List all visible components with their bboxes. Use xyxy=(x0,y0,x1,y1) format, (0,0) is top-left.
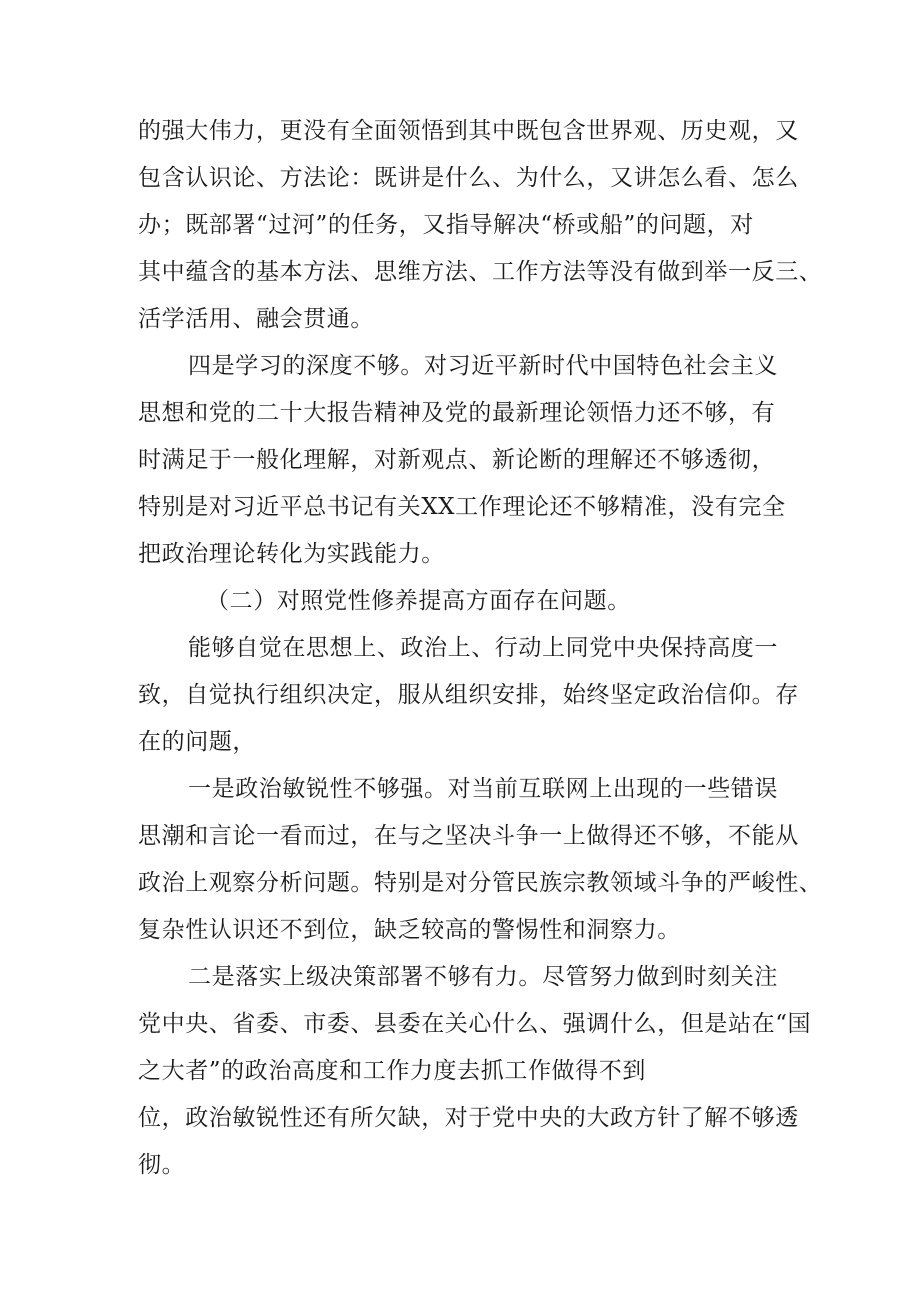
text-line: 位，政治敏锐性还有所欠缺，对于党中央的大政方针了解不够透 xyxy=(138,1105,799,1131)
text-line: 之大者”的政治高度和工作力度去抓工作做得不到 xyxy=(138,1058,646,1084)
text-line: 时满足于一般化理解，对新观点、新论断的理解还不够透彻， xyxy=(138,447,776,473)
text-line: 思潮和言论一看而过，在与之坚决斗争一上做得还不够，不能从 xyxy=(138,823,799,849)
text-line: 活学活用、融会贯通。 xyxy=(138,306,374,332)
text-line: 把政治理论转化为实践能力。 xyxy=(138,541,445,567)
section-heading: （二）对照党性修养提高方面存在问题。 xyxy=(206,588,631,614)
paragraph-first-line: 能够自觉在思想上、政治上、行动上同党中央保持高度一 xyxy=(188,635,778,661)
text-line: 思想和党的二十大报告精神及党的最新理论领悟力还不够，有 xyxy=(138,400,776,426)
text-line: 的强大伟力，更没有全面领悟到其中既包含世界观、历史观，又 xyxy=(138,118,799,144)
text-line: 在的问题， xyxy=(138,729,256,755)
text-line: 政治上观察分析问题。特别是对分管民族宗教领域斗争的严峻性、 xyxy=(138,870,823,896)
paragraph-first-line: 四是学习的深度不够。对习近平新时代中国特色社会主义 xyxy=(188,353,778,379)
text-line: 特别是对习近平总书记有关XX工作理论还不够精准，没有完全 xyxy=(138,494,786,520)
text-line: 彻。 xyxy=(138,1152,186,1178)
text-line: 办；既部署“过河”的任务，又指导解决“桥或船”的问题，对 xyxy=(138,212,754,238)
paragraph-first-line: 二是落实上级决策部署不够有力。尽管努力做到时刻关注 xyxy=(188,964,778,990)
text-line: 致，自觉执行组织决定，服从组织安排，始终坚定政治信仰。存 xyxy=(138,682,799,708)
paragraph-first-line: 一是政治敏锐性不够强。对当前互联网上出现的一些错误 xyxy=(188,776,778,802)
text-line: 党中央、省委、市委、县委在关心什么、强调什么，但是站在“国 xyxy=(138,1011,812,1037)
text-line: 包含认识论、方法论：既讲是什么、为什么，又讲怎么看、怎么 xyxy=(138,165,799,191)
text-line: 复杂性认识还不到位，缺乏较高的警惕性和洞察力。 xyxy=(138,917,681,943)
text-line: 其中蕴含的基本方法、思维方法、工作方法等没有做到举一反三、 xyxy=(138,259,823,285)
